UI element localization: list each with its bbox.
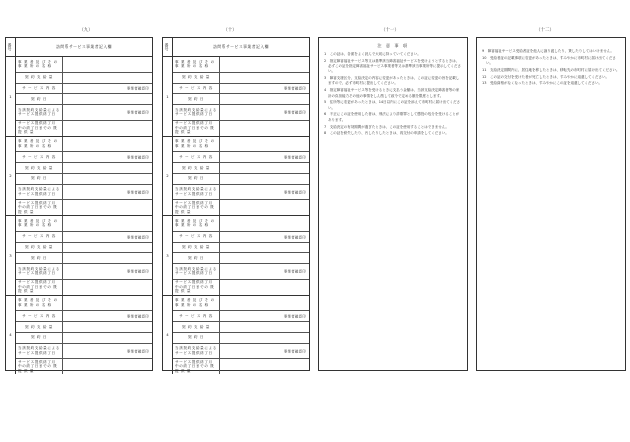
entry-row	[16, 57, 152, 73]
entry-row-value[interactable]	[220, 185, 309, 200]
entry-row	[173, 163, 309, 174]
entry-row-value[interactable]	[63, 94, 152, 104]
entry-row-value[interactable]	[220, 264, 309, 279]
entry-row	[173, 94, 309, 105]
entry-block	[163, 216, 309, 296]
entry-row-value[interactable]	[220, 73, 309, 83]
confirm-seal-label: 事業者確認印	[283, 349, 306, 354]
entry-row-label: 当該契約支給量による サービス提供終了日	[16, 264, 63, 279]
entry-row-label: 契 約 日	[173, 174, 220, 184]
entry-row	[16, 243, 152, 254]
entry-block-number: 3	[163, 216, 173, 295]
entry-row-label: 契 約 日	[173, 333, 220, 343]
entry-row-value[interactable]	[63, 243, 152, 253]
entry-row	[173, 200, 309, 215]
entry-row	[16, 322, 152, 333]
entry-row	[173, 121, 309, 136]
entry-row-label: 事 業 者 及 び そ の 事 業 所 の 名 称	[173, 57, 220, 72]
notice-item: 7 支給決定の有効期間が過ぎたときは、この証を使用することはできません。	[324, 124, 449, 129]
entry-row-value[interactable]	[63, 359, 152, 374]
form-header	[6, 38, 152, 57]
entry-row-label: 当該契約支給量による サービス提供終了日	[173, 264, 220, 279]
entry-row-label: サ ー ビ ス 内 容	[16, 152, 63, 162]
entry-row-label: 契 約 支 給 量	[173, 73, 220, 83]
entry-row-label: 事 業 者 及 び そ の 事 業 所 の 名 称	[173, 296, 220, 311]
entry-row-value[interactable]	[63, 152, 152, 162]
entry-row	[173, 216, 309, 232]
entry-row-value[interactable]	[220, 105, 309, 120]
entry-row-value[interactable]	[63, 137, 152, 152]
entry-row	[173, 264, 309, 280]
confirm-seal-label: 事業者確認印	[126, 314, 149, 319]
entry-row	[16, 200, 152, 215]
entry-row-label: 当該契約支給量による サービス提供終了日	[173, 344, 220, 359]
entry-block	[6, 57, 152, 137]
entry-form-panel-9	[5, 37, 153, 371]
entry-row-label: サ ー ビ ス 内 容	[173, 232, 220, 242]
entry-row-label: サービス提供終了月 中の終了日までの 既 提 供 量	[16, 200, 63, 215]
entry-row-value[interactable]	[220, 311, 309, 321]
entry-row-value[interactable]	[63, 105, 152, 120]
entry-row-label: 契 約 日	[16, 333, 63, 343]
entry-row-value[interactable]	[220, 174, 309, 184]
entry-block	[6, 137, 152, 217]
entry-row-value[interactable]	[220, 296, 309, 311]
entry-row-label: 契 約 支 給 量	[173, 243, 220, 253]
entry-row-label: 契 約 日	[16, 174, 63, 184]
entry-row	[173, 344, 309, 360]
entry-row-value[interactable]	[63, 311, 152, 321]
confirm-seal-label: 事業者確認印	[126, 349, 149, 354]
notice-item: 5 住所等に変更があったときは、14日以内にこの証を添えて市町村に届け出てください。	[324, 100, 461, 110]
entry-row-value[interactable]	[220, 121, 309, 136]
form-header	[163, 38, 309, 57]
entry-row	[16, 333, 152, 344]
entry-block-number: 4	[6, 296, 16, 375]
notice-item: 4 指定障害福祉サービス等を受けるときに支払う金額は、当該支給決定障害者等の家計の負担能力その他の事情をしん酌して政令で定める額を限度とします。	[324, 88, 460, 98]
entry-row	[173, 105, 309, 121]
entry-row	[16, 163, 152, 174]
entry-row-label: 当該契約支給量による サービス提供終了日	[173, 185, 220, 200]
confirm-seal-label: 事業者確認印	[126, 155, 149, 160]
page-number-9: （九）	[79, 28, 93, 33]
confirm-seal-label: 事業者確認印	[126, 86, 149, 91]
entry-row-label: 契 約 支 給 量	[16, 163, 63, 173]
entry-row-label: サービス提供終了月 中の終了日までの 既 提 供 量	[16, 359, 63, 374]
column-title-header: 訪問系サービス事業者記入欄	[56, 44, 112, 49]
notice-item: 2 指定障害福祉サービス等又は基準該当障害福祉サービスを受けようとするときは、必ずこの証を指定障害福祉サービス事業者等又は基準該当事業所等に提示してください。	[324, 58, 461, 74]
entry-row-label: 契 約 日	[16, 253, 63, 263]
notice-title: 注 意 事 項	[377, 43, 409, 48]
entry-row-value[interactable]	[63, 253, 152, 263]
entry-row-value[interactable]	[220, 253, 309, 263]
entry-row-value[interactable]	[220, 232, 309, 242]
notice-item: 8 この証を紛失したり、汚したりしたときは、再交付の申請をしてください。	[324, 131, 449, 136]
entry-row	[16, 216, 152, 232]
entry-block-number: 1	[6, 57, 16, 136]
entry-row	[173, 137, 309, 153]
confirm-seal-label: 事業者確認印	[283, 190, 306, 195]
confirm-seal-label: 事業者確認印	[126, 269, 149, 274]
entry-row	[173, 185, 309, 201]
entry-row-label: 契 約 支 給 量	[173, 322, 220, 332]
entry-row-value[interactable]	[220, 137, 309, 152]
entry-block	[6, 296, 152, 375]
entry-row	[16, 253, 152, 264]
confirm-seal-label: 事業者確認印	[126, 110, 149, 115]
entry-row-label: サービス提供終了月 中の終了日までの 既 提 供 量	[173, 359, 220, 374]
entry-row	[16, 174, 152, 185]
entry-row-label: 契 約 日	[16, 94, 63, 104]
entry-row-label: 契 約 日	[173, 253, 220, 263]
entry-row	[173, 280, 309, 295]
entry-row-label: サ ー ビ ス 内 容	[173, 311, 220, 321]
entry-row-value[interactable]	[63, 296, 152, 311]
page-number-12: （十二）	[536, 28, 554, 33]
confirm-seal-label: 事業者確認印	[283, 155, 306, 160]
column-title-header: 訪問系サービス事業者記入欄	[213, 44, 269, 49]
notice-item: 1 この証は、各面をよく読んで大切に持っていてください。	[324, 52, 421, 56]
entry-row-label: サービス提供終了月 中の終了日までの 既 提 供 量	[16, 280, 63, 295]
entry-row-value[interactable]	[63, 73, 152, 83]
entry-row-label: サ ー ビ ス 内 容	[173, 84, 220, 94]
entry-block	[6, 216, 152, 296]
entry-row-label: サービス提供終了月 中の終了日までの 既 提 供 量	[173, 280, 220, 295]
entry-row	[16, 185, 152, 201]
entry-row-value[interactable]	[220, 333, 309, 343]
entry-row-value[interactable]	[63, 333, 152, 343]
confirm-seal-label: 事業者確認印	[283, 269, 306, 274]
entry-row-value[interactable]	[220, 94, 309, 104]
entry-row	[16, 73, 152, 84]
entry-row-value[interactable]	[220, 84, 309, 94]
entry-row	[16, 232, 152, 243]
entry-row-value[interactable]	[220, 322, 309, 332]
entry-row-label: 事 業 者 及 び そ の 事 業 所 の 名 称	[16, 137, 63, 152]
entry-row-label: 事 業 者 及 び そ の 事 業 所 の 名 称	[173, 216, 220, 231]
entry-row-value[interactable]	[63, 232, 152, 242]
column-number-header: 番号	[163, 38, 173, 56]
entry-row	[16, 359, 152, 374]
entry-row-value[interactable]	[220, 344, 309, 359]
entry-row	[173, 333, 309, 344]
page-number-10: （十）	[223, 28, 237, 33]
entry-row-label: サ ー ビ ス 内 容	[16, 84, 63, 94]
entry-row	[16, 152, 152, 163]
entry-row-label: 契 約 支 給 量	[16, 243, 63, 253]
notice-panel-11	[318, 37, 468, 371]
entry-block-number: 1	[163, 57, 173, 136]
entry-row-value[interactable]	[63, 185, 152, 200]
entry-row-value[interactable]	[63, 163, 152, 173]
entry-block	[163, 137, 309, 217]
entry-row-label: 契 約 支 給 量	[173, 163, 220, 173]
entry-block	[163, 296, 309, 375]
entry-row	[16, 94, 152, 105]
entry-row	[16, 344, 152, 360]
confirm-seal-label: 事業者確認印	[283, 110, 306, 115]
entry-row-value[interactable]	[63, 200, 152, 215]
entry-row	[173, 174, 309, 185]
confirm-seal-label: 事業者確認印	[126, 190, 149, 195]
entry-row-label: 事 業 者 及 び そ の 事 業 所 の 名 称	[16, 296, 63, 311]
entry-row	[16, 121, 152, 136]
entry-row	[16, 280, 152, 295]
entry-block-number: 4	[163, 296, 173, 375]
entry-row	[173, 359, 309, 374]
entry-block-number: 3	[6, 216, 16, 295]
entry-row-value[interactable]	[63, 280, 152, 295]
entry-row-value[interactable]	[220, 57, 309, 72]
entry-row-value[interactable]	[220, 216, 309, 231]
notice-item: 3 障害支援区分、支給決定の内容に変更があったときは、この証に変更の旨を記載しますので、必ず市町村に提出してください。	[324, 76, 460, 86]
entry-row-label: 事 業 者 及 び そ の 事 業 所 の 名 称	[16, 57, 63, 72]
entry-row-value[interactable]	[63, 174, 152, 184]
entry-row-value[interactable]	[63, 344, 152, 359]
entry-row	[173, 253, 309, 264]
entry-row-label: サ ー ビ ス 内 容	[173, 152, 220, 162]
entry-row-value[interactable]	[220, 163, 309, 173]
entry-row-value[interactable]	[63, 322, 152, 332]
notice-item: 6 不正にこの証を使用した者は、刑法により詐欺罪として懲役の処分を受けることがあります。	[324, 112, 460, 122]
entry-row-label: サービス提供終了月 中の終了日までの 既 提 供 量	[16, 121, 63, 136]
notice-panel-12	[476, 37, 626, 371]
entry-row-value[interactable]	[220, 152, 309, 162]
entry-form-panel-10	[162, 37, 310, 371]
entry-row-label: サ ー ビ ス 内 容	[16, 232, 63, 242]
entry-row	[173, 322, 309, 333]
entry-row	[16, 296, 152, 312]
entry-row-label: サ ー ビ ス 内 容	[16, 311, 63, 321]
entry-row	[173, 57, 309, 73]
notice-item: 11 支給決定期間内に、居住地を移したときは、移転先の市町村に届け出てください。	[482, 67, 620, 72]
entry-row-value[interactable]	[63, 121, 152, 136]
entry-row	[173, 73, 309, 84]
confirm-seal-label: 事業者確認印	[283, 86, 306, 91]
entry-block	[163, 57, 309, 137]
entry-row	[173, 243, 309, 254]
entry-row	[173, 296, 309, 312]
entry-row-label: 当該契約支給量による サービス提供終了日	[16, 344, 63, 359]
entry-row	[173, 84, 309, 95]
notice-list-right	[477, 46, 625, 91]
entry-row	[16, 264, 152, 280]
entry-row-label: サービス提供終了月 中の終了日までの 既 提 供 量	[173, 121, 220, 136]
notice-item: 12 この証の交付を受けた者が死亡したときは、すみやかに返還してください。	[482, 74, 609, 79]
confirm-seal-label: 事業者確認印	[283, 314, 306, 319]
entry-row	[173, 232, 309, 243]
confirm-seal-label: 事業者確認印	[283, 235, 306, 240]
confirm-seal-label: 事業者確認印	[126, 235, 149, 240]
entry-row-value[interactable]	[220, 359, 309, 374]
entry-row-value[interactable]	[220, 200, 309, 215]
entry-row-label: 事 業 者 及 び そ の 事 業 所 の 名 称	[173, 137, 220, 152]
entry-row-label: 当該契約支給量による サービス提供終了日	[16, 185, 63, 200]
entry-row	[16, 84, 152, 95]
entry-row-value[interactable]	[63, 216, 152, 231]
entry-row	[16, 137, 152, 153]
entry-block-number: 2	[163, 137, 173, 216]
entry-row	[16, 311, 152, 322]
entry-row	[16, 105, 152, 121]
entry-row-value[interactable]	[63, 264, 152, 279]
entry-row-label: サービス提供終了月 中の終了日までの 既 提 供 量	[173, 200, 220, 215]
notice-item: 13 受給資格がなくなったときは、すみやかにこの証を返還してください。	[482, 81, 602, 86]
notice-item: 10 受給者証の記載事項に変更があったときは、すみやかに市町村に届け出てください。	[482, 55, 616, 66]
entry-row	[173, 152, 309, 163]
column-number-header: 番号	[6, 38, 16, 56]
entry-row-value[interactable]	[220, 243, 309, 253]
entry-row-value[interactable]	[220, 280, 309, 295]
entry-row-label: 契 約 日	[173, 94, 220, 104]
entry-row-label: 契 約 支 給 量	[16, 73, 63, 83]
entry-row-label: 当該契約支給量による サービス提供終了日	[16, 105, 63, 120]
entry-block-number: 2	[6, 137, 16, 216]
notice-item: 9 障害福祉サービス受給者証を他人に譲り渡したり、貸したりしてはいけません。	[482, 49, 614, 53]
entry-row-label: 契 約 支 給 量	[16, 322, 63, 332]
entry-row	[173, 311, 309, 322]
notice-list-left	[319, 49, 467, 141]
entry-row-value[interactable]	[63, 84, 152, 94]
entry-row-label: 当該契約支給量による サービス提供終了日	[173, 105, 220, 120]
entry-row-label: 事 業 者 及 び そ の 事 業 所 の 名 称	[16, 216, 63, 231]
page-number-11: （十一）	[381, 28, 399, 33]
entry-row-value[interactable]	[63, 57, 152, 72]
